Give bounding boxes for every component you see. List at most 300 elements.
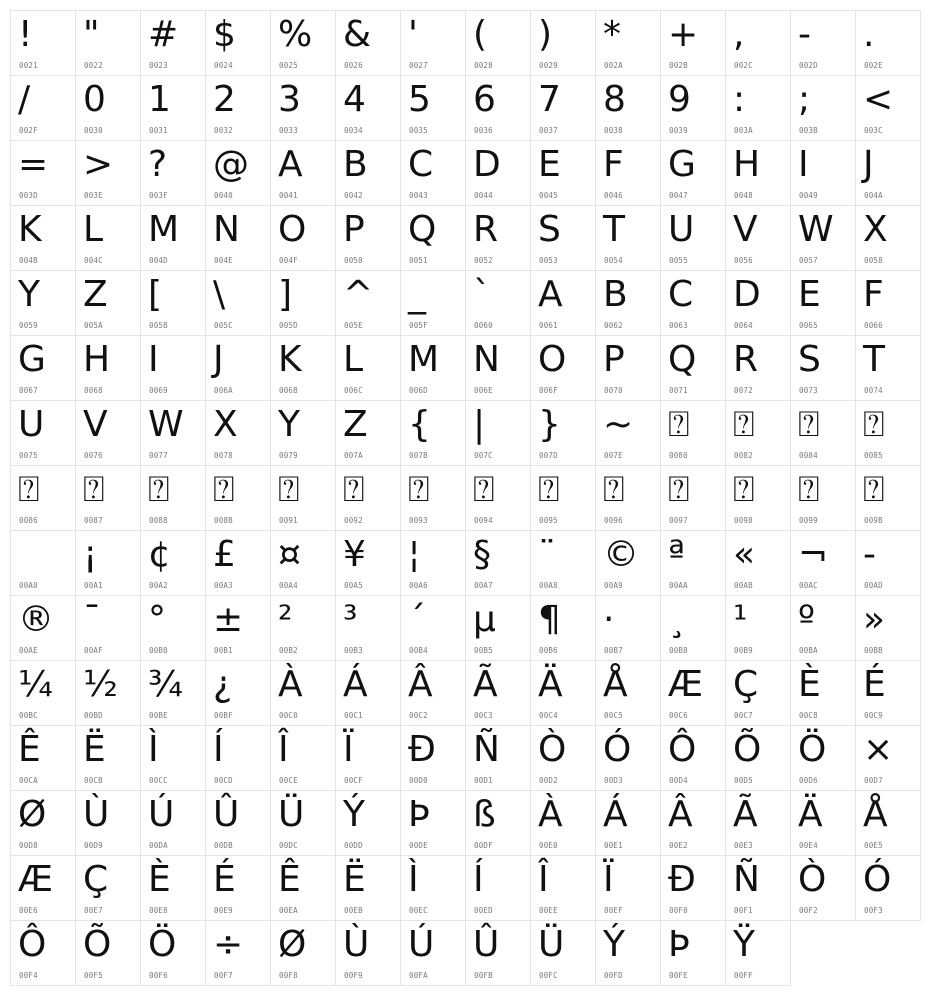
glyph-code-label: 00CF — [344, 776, 363, 785]
glyph-code-label: 00C9 — [864, 711, 883, 720]
glyph-char: º — [798, 599, 815, 640]
glyph-char: Ø — [278, 924, 307, 965]
glyph-cell[interactable] — [596, 11, 661, 76]
glyph-char: Â — [408, 664, 433, 705]
glyph-cell[interactable] — [856, 11, 921, 76]
glyph-cell[interactable] — [791, 661, 856, 726]
glyph-cell[interactable] — [596, 531, 661, 596]
glyph-char: Î — [538, 859, 549, 900]
glyph-code-label: 007A — [344, 451, 363, 460]
glyph-cell[interactable] — [791, 596, 856, 661]
glyph-char: % — [278, 14, 313, 55]
glyph-cell[interactable] — [141, 206, 206, 271]
glyph-cell[interactable] — [466, 336, 531, 401]
glyph-char: Ï — [343, 729, 354, 770]
glyph-code-label: 0042 — [344, 191, 363, 200]
glyph-code-label: 008B — [214, 516, 233, 525]
glyph-cell[interactable] — [531, 141, 596, 206]
glyph-code-label: 005F — [409, 321, 428, 330]
glyph-cell[interactable] — [11, 856, 76, 921]
glyph-cell[interactable] — [336, 921, 401, 986]
glyph-cell[interactable] — [76, 11, 141, 76]
glyph-char: × — [863, 729, 894, 770]
glyph-code-label: 00E1 — [604, 841, 623, 850]
glyph-cell[interactable] — [726, 791, 791, 856]
glyph-cell[interactable] — [336, 271, 401, 336]
glyph-cell[interactable] — [206, 401, 271, 466]
glyph-cell[interactable] — [401, 141, 466, 206]
glyph-cell[interactable] — [141, 726, 206, 791]
glyph-cell[interactable] — [726, 76, 791, 141]
glyph-code-label: 00C4 — [539, 711, 558, 720]
glyph-code-label: 0046 — [604, 191, 623, 200]
glyph-cell[interactable] — [856, 661, 921, 726]
glyph-cell[interactable] — [11, 791, 76, 856]
glyph-cell[interactable] — [76, 856, 141, 921]
glyph-cell[interactable] — [661, 531, 726, 596]
glyph-cell[interactable] — [141, 336, 206, 401]
glyph-char: - — [798, 14, 811, 55]
glyph-cell[interactable] — [531, 596, 596, 661]
glyph-cell[interactable] — [596, 336, 661, 401]
glyph-cell[interactable] — [206, 856, 271, 921]
glyph-cell[interactable] — [726, 661, 791, 726]
glyph-char: ´ — [408, 599, 426, 640]
glyph-cell[interactable] — [76, 401, 141, 466]
glyph-cell[interactable] — [596, 856, 661, 921]
glyph-cell[interactable] — [856, 271, 921, 336]
glyph-cell[interactable] — [336, 76, 401, 141]
glyph-cell[interactable] — [856, 401, 921, 466]
glyph-cell[interactable] — [661, 921, 726, 986]
glyph-cell[interactable] — [466, 76, 531, 141]
glyph-cell[interactable] — [76, 531, 141, 596]
glyph-code-label: 0094 — [474, 516, 493, 525]
glyph-char: Í — [213, 729, 224, 770]
glyph-char: H — [83, 339, 111, 380]
glyph-cell[interactable] — [531, 206, 596, 271]
glyph-cell[interactable] — [661, 401, 726, 466]
glyph-cell[interactable] — [791, 466, 856, 531]
glyph-char: ¼ — [18, 664, 53, 705]
glyph-code-label: 0092 — [344, 516, 363, 525]
glyph-cell[interactable] — [726, 401, 791, 466]
glyph-cell[interactable] — [531, 11, 596, 76]
glyph-cell[interactable] — [791, 726, 856, 791]
glyph-cell[interactable] — [336, 726, 401, 791]
glyph-cell[interactable] — [206, 141, 271, 206]
glyph-cell[interactable] — [141, 596, 206, 661]
glyph-cell[interactable] — [11, 141, 76, 206]
glyph-cell[interactable] — [141, 791, 206, 856]
glyph-cell[interactable] — [336, 401, 401, 466]
glyph-cell[interactable] — [271, 856, 336, 921]
glyph-cell[interactable] — [11, 271, 76, 336]
glyph-cell[interactable] — [466, 661, 531, 726]
glyph-char: Ç — [83, 859, 109, 900]
glyph-char: \ — [213, 274, 226, 315]
glyph-cell[interactable] — [531, 401, 596, 466]
glyph-cell[interactable] — [596, 206, 661, 271]
glyph-cell[interactable] — [531, 661, 596, 726]
glyph-cell[interactable] — [726, 921, 791, 986]
glyph-cell[interactable] — [531, 466, 596, 531]
glyph-cell[interactable] — [596, 596, 661, 661]
glyph-cell[interactable] — [596, 401, 661, 466]
glyph-cell[interactable] — [661, 596, 726, 661]
glyph-cell[interactable] — [856, 531, 921, 596]
glyph-cell[interactable] — [401, 271, 466, 336]
glyph-cell[interactable] — [336, 661, 401, 726]
glyph-cell[interactable] — [141, 11, 206, 76]
glyph-cell[interactable] — [791, 336, 856, 401]
glyph-cell[interactable] — [11, 76, 76, 141]
glyph-cell[interactable] — [466, 141, 531, 206]
glyph-cell[interactable] — [726, 466, 791, 531]
glyph-cell[interactable] — [271, 336, 336, 401]
glyph-char: ¸ — [668, 599, 686, 640]
glyph-cell[interactable] — [661, 206, 726, 271]
glyph-cell[interactable] — [76, 726, 141, 791]
glyph-cell[interactable] — [271, 11, 336, 76]
glyph-cell[interactable] — [206, 921, 271, 986]
glyph-cell[interactable] — [726, 141, 791, 206]
glyph-char: Ö — [148, 924, 177, 965]
glyph-cell[interactable] — [401, 661, 466, 726]
glyph-cell[interactable] — [596, 726, 661, 791]
glyph-char: } — [538, 404, 561, 445]
glyph-code-label: 0084 — [799, 451, 818, 460]
glyph-cell[interactable] — [466, 791, 531, 856]
glyph-cell[interactable] — [726, 336, 791, 401]
glyph-cell[interactable] — [596, 466, 661, 531]
glyph-cell[interactable] — [401, 336, 466, 401]
glyph-code-label: 00C2 — [409, 711, 428, 720]
glyph-cell[interactable] — [271, 141, 336, 206]
glyph-code-label: 0096 — [604, 516, 623, 525]
glyph-cell[interactable] — [206, 466, 271, 531]
glyph-cell[interactable] — [726, 856, 791, 921]
glyph-cell[interactable] — [531, 336, 596, 401]
glyph-char: Ü — [538, 924, 565, 965]
glyph-cell[interactable] — [856, 466, 921, 531]
glyph-cell[interactable] — [466, 401, 531, 466]
glyph-cell[interactable] — [271, 661, 336, 726]
glyph-cell[interactable] — [206, 206, 271, 271]
glyph-char: = — [18, 144, 49, 185]
glyph-cell[interactable] — [401, 856, 466, 921]
glyph-cell[interactable] — [401, 76, 466, 141]
glyph-cell[interactable] — [596, 921, 661, 986]
glyph-cell[interactable] — [531, 856, 596, 921]
glyph-code-label: 00EA — [279, 906, 298, 915]
glyph-cell[interactable] — [791, 271, 856, 336]
glyph-char: & — [343, 14, 372, 55]
glyph-cell[interactable] — [141, 856, 206, 921]
glyph-cell[interactable] — [726, 596, 791, 661]
glyph-char: I — [148, 339, 159, 380]
glyph-char: ± — [213, 599, 244, 640]
glyph-cell[interactable] — [11, 531, 76, 596]
glyph-code-label: 0074 — [864, 386, 883, 395]
glyph-cell[interactable] — [336, 336, 401, 401]
glyph-cell[interactable] — [206, 271, 271, 336]
glyph-cell[interactable] — [661, 791, 726, 856]
glyph-code-label: 00D7 — [864, 776, 883, 785]
glyph-char: Ã — [473, 664, 498, 705]
glyph-cell[interactable] — [336, 531, 401, 596]
glyph-cell[interactable] — [141, 466, 206, 531]
glyph-cell[interactable] — [271, 466, 336, 531]
glyph-cell[interactable] — [856, 141, 921, 206]
glyph-cell[interactable] — [596, 661, 661, 726]
glyph-cell[interactable] — [11, 11, 76, 76]
glyph-cell[interactable] — [791, 206, 856, 271]
glyph-char: ½ — [83, 664, 118, 705]
glyph-char: À — [278, 664, 303, 705]
glyph-cell[interactable] — [206, 336, 271, 401]
glyph-cell[interactable] — [466, 921, 531, 986]
glyph-code-label: 00B4 — [409, 646, 428, 655]
glyph-cell[interactable] — [791, 531, 856, 596]
glyph-cell[interactable] — [531, 531, 596, 596]
glyph-cell[interactable] — [11, 921, 76, 986]
glyph-cell[interactable] — [76, 791, 141, 856]
glyph-cell[interactable] — [401, 726, 466, 791]
glyph-char: C — [408, 144, 434, 185]
glyph-char: Å — [863, 794, 888, 835]
glyph-cell[interactable] — [141, 271, 206, 336]
glyph-cell[interactable] — [76, 141, 141, 206]
glyph-char: Û — [473, 924, 500, 965]
glyph-cell[interactable] — [596, 76, 661, 141]
glyph-cell[interactable] — [466, 726, 531, 791]
glyph-cell[interactable] — [336, 596, 401, 661]
glyph-code-label: 0040 — [214, 191, 233, 200]
glyph-cell[interactable] — [206, 11, 271, 76]
glyph-char: 5 — [408, 79, 431, 120]
glyph-cell[interactable] — [336, 141, 401, 206]
glyph-cell[interactable] — [141, 661, 206, 726]
glyph-cell[interactable] — [466, 11, 531, 76]
glyph-cell[interactable] — [336, 791, 401, 856]
glyph-cell[interactable] — [401, 466, 466, 531]
glyph-cell[interactable] — [856, 336, 921, 401]
glyph-cell[interactable] — [856, 596, 921, 661]
glyph-char: ; — [798, 79, 811, 120]
glyph-cell[interactable] — [336, 11, 401, 76]
glyph-cell[interactable] — [661, 466, 726, 531]
glyph-cell[interactable] — [531, 76, 596, 141]
glyph-cell[interactable] — [661, 336, 726, 401]
glyph-code-label: 003E — [84, 191, 103, 200]
glyph-cell[interactable] — [791, 791, 856, 856]
glyph-cell[interactable] — [11, 466, 76, 531]
glyph-cell[interactable] — [791, 401, 856, 466]
glyph-cell[interactable] — [11, 596, 76, 661]
glyph-cell[interactable] — [141, 76, 206, 141]
glyph-cell[interactable] — [466, 466, 531, 531]
glyph-cell[interactable] — [271, 726, 336, 791]
glyph-code-label: 0032 — [214, 126, 233, 135]
glyph-code-label: 00FB — [474, 971, 493, 980]
glyph-char: Æ — [668, 664, 704, 705]
glyph-cell[interactable] — [11, 661, 76, 726]
glyph-cell[interactable] — [271, 921, 336, 986]
glyph-char: G — [18, 339, 46, 380]
glyph-char: H — [733, 144, 761, 185]
glyph-cell[interactable] — [206, 726, 271, 791]
glyph-cell[interactable] — [596, 271, 661, 336]
glyph-cell[interactable] — [336, 466, 401, 531]
glyph-cell[interactable] — [271, 791, 336, 856]
glyph-cell[interactable] — [141, 531, 206, 596]
glyph-cell[interactable] — [206, 791, 271, 856]
glyph-cell[interactable] — [271, 271, 336, 336]
glyph-cell[interactable] — [466, 856, 531, 921]
glyph-cell[interactable] — [661, 141, 726, 206]
glyph-char: C — [668, 274, 694, 315]
glyph-cell[interactable] — [856, 791, 921, 856]
glyph-cell[interactable] — [401, 401, 466, 466]
glyph-cell[interactable] — [596, 141, 661, 206]
glyph-cell[interactable] — [791, 11, 856, 76]
glyph-cell[interactable] — [531, 921, 596, 986]
glyph-char: * — [603, 14, 621, 55]
glyph-cell[interactable] — [206, 661, 271, 726]
glyph-cell[interactable] — [401, 596, 466, 661]
glyph-cell[interactable] — [76, 596, 141, 661]
glyph-cell[interactable] — [791, 141, 856, 206]
glyph-cell[interactable] — [11, 726, 76, 791]
glyph-cell[interactable] — [466, 206, 531, 271]
glyph-code-label: 0025 — [279, 61, 298, 70]
glyph-cell[interactable] — [531, 271, 596, 336]
glyph-cell[interactable] — [11, 206, 76, 271]
glyph-code-label: 00A9 — [604, 581, 623, 590]
glyph-cell[interactable] — [531, 791, 596, 856]
glyph-grid — [10, 10, 921, 986]
glyph-code-label: 00AD — [864, 581, 883, 590]
glyph-code-label: 0027 — [409, 61, 428, 70]
glyph-cell[interactable] — [856, 76, 921, 141]
glyph-cell[interactable] — [856, 856, 921, 921]
glyph-cell[interactable] — [141, 141, 206, 206]
glyph-char: Ù — [343, 924, 370, 965]
glyph-char: ⍰ — [278, 469, 300, 510]
glyph-char: L — [343, 339, 364, 380]
glyph-cell[interactable] — [206, 596, 271, 661]
glyph-cell[interactable] — [466, 531, 531, 596]
glyph-cell[interactable] — [271, 531, 336, 596]
glyph-cell[interactable] — [856, 726, 921, 791]
glyph-cell[interactable] — [271, 401, 336, 466]
glyph-code-label: 00C3 — [474, 711, 493, 720]
glyph-cell[interactable] — [206, 531, 271, 596]
glyph-cell[interactable] — [76, 271, 141, 336]
glyph-code-label: 006C — [344, 386, 363, 395]
glyph-cell[interactable] — [466, 271, 531, 336]
glyph-code-label: 0034 — [344, 126, 363, 135]
glyph-cell[interactable] — [856, 206, 921, 271]
glyph-cell[interactable] — [401, 206, 466, 271]
glyph-code-label: 0098 — [734, 516, 753, 525]
glyph-cell[interactable] — [401, 791, 466, 856]
glyph-cell[interactable] — [791, 76, 856, 141]
glyph-cell[interactable] — [206, 76, 271, 141]
glyph-cell[interactable] — [791, 856, 856, 921]
glyph-cell[interactable] — [726, 531, 791, 596]
glyph-char: Ÿ — [733, 924, 755, 965]
glyph-cell[interactable] — [141, 921, 206, 986]
glyph-cell[interactable] — [661, 726, 726, 791]
glyph-cell[interactable] — [271, 76, 336, 141]
glyph-code-label: 0055 — [669, 256, 688, 265]
glyph-code-label: 00DF — [474, 841, 493, 850]
glyph-cell[interactable] — [466, 596, 531, 661]
glyph-cell[interactable] — [531, 726, 596, 791]
glyph-code-label: 00A8 — [539, 581, 558, 590]
glyph-cell[interactable] — [401, 11, 466, 76]
glyph-code-label: 0062 — [604, 321, 623, 330]
glyph-cell[interactable] — [336, 856, 401, 921]
glyph-char: ⍰ — [473, 469, 495, 510]
glyph-cell[interactable] — [76, 336, 141, 401]
glyph-char: U — [668, 209, 695, 250]
glyph-cell[interactable] — [661, 661, 726, 726]
glyph-cell[interactable] — [271, 596, 336, 661]
glyph-char: Â — [668, 794, 693, 835]
glyph-cell[interactable] — [401, 531, 466, 596]
glyph-cell[interactable] — [336, 206, 401, 271]
glyph-char: ° — [148, 599, 166, 640]
glyph-cell[interactable] — [76, 921, 141, 986]
glyph-cell[interactable] — [596, 791, 661, 856]
glyph-code-label: 00E4 — [799, 841, 818, 850]
glyph-code-label: 0093 — [409, 516, 428, 525]
glyph-cell[interactable] — [661, 76, 726, 141]
glyph-cell[interactable] — [661, 11, 726, 76]
glyph-cell[interactable] — [76, 466, 141, 531]
glyph-cell[interactable] — [11, 401, 76, 466]
glyph-cell[interactable] — [76, 76, 141, 141]
glyph-char: Ó — [603, 729, 632, 770]
glyph-cell[interactable] — [726, 271, 791, 336]
glyph-char: £ — [213, 534, 236, 575]
glyph-cell[interactable] — [661, 856, 726, 921]
glyph-cell[interactable] — [726, 11, 791, 76]
glyph-code-label: 00B7 — [604, 646, 623, 655]
glyph-cell[interactable] — [726, 726, 791, 791]
glyph-code-label: 00F4 — [19, 971, 38, 980]
glyph-char: Ô — [668, 729, 697, 770]
glyph-code-label: 00AB — [734, 581, 753, 590]
glyph-char: 9 — [668, 79, 691, 120]
glyph-cell[interactable] — [661, 271, 726, 336]
glyph-code-label: 00B0 — [149, 646, 168, 655]
glyph-char: Ë — [343, 859, 366, 900]
glyph-cell[interactable] — [726, 206, 791, 271]
glyph-cell[interactable] — [141, 401, 206, 466]
glyph-code-label: 0095 — [539, 516, 558, 525]
glyph-cell[interactable] — [76, 206, 141, 271]
glyph-cell[interactable] — [11, 336, 76, 401]
glyph-char: W — [798, 209, 834, 250]
glyph-cell[interactable] — [76, 661, 141, 726]
glyph-cell[interactable] — [401, 921, 466, 986]
glyph-code-label: 00CB — [84, 776, 103, 785]
glyph-cell[interactable] — [271, 206, 336, 271]
